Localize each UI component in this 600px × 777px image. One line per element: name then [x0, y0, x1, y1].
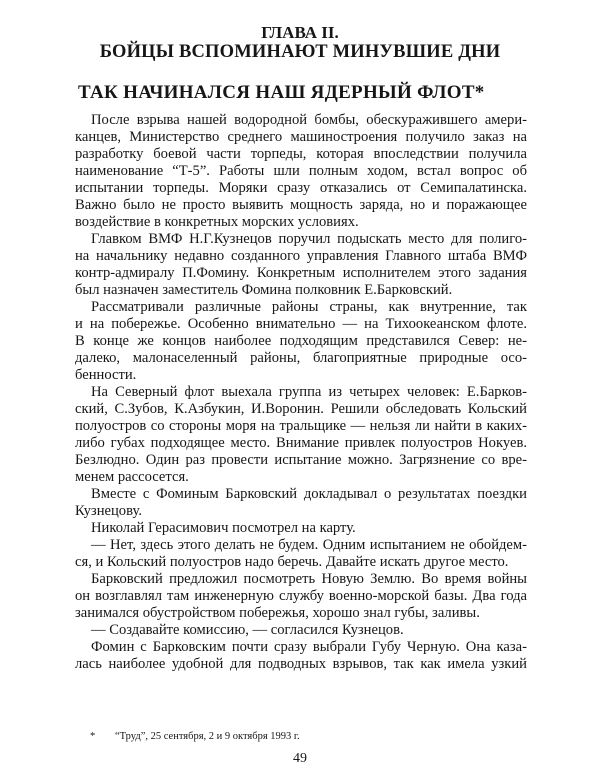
text-line: занимался обустройством побережья, хорошо знал губы, заливы.: [75, 605, 480, 621]
text-line: В конце же концов наиболее подходящим представился Север: не-: [75, 333, 527, 349]
paragraph: [75, 231, 527, 299]
text-line: Фомин с Барковским почти сразу выбрали Губу Черную. Она каза-: [91, 639, 527, 655]
footnote-marker: *: [90, 731, 96, 742]
footnote-text: “Труд”, 25 сентября, 2 и 9 октября 1993 г.: [115, 731, 300, 742]
text-line: После взрыва нашей водородной бомбы, обескуражившего амери-: [91, 112, 527, 128]
text-line: Вместе с Фоминым Барковский докладывал о результатах поездки: [91, 486, 527, 502]
paragraph: [75, 537, 527, 571]
text-line: Кузнецову.: [75, 503, 142, 519]
text-line: был назначен заместитель Фомина полковник Е.Барковский.: [75, 282, 453, 298]
text-line: далеко, малонаселенный районы, благоприятные природные осо-: [75, 350, 527, 366]
text-line: Важно было не просто выявить мощность заряда, но и поражающее: [75, 197, 527, 213]
text-line: он возглавлял там инженерную службу военно-морской базы. Два года: [75, 588, 527, 604]
paragraph: [75, 384, 527, 486]
chapter-title: БОЙЦЫ ВСПОМИНАЮТ МИНУВШИЕ ДНИ: [99, 42, 501, 62]
text-line: лась наиболее удобной для подводных взрывов, так как имела узкий: [75, 656, 527, 672]
paragraph: [75, 571, 527, 622]
text-line: ский, С.Зубов, К.Азбукин, И.Воронин. Решили обследовать Кольский: [75, 401, 527, 417]
text-line: канцев, Министерство среднего машиностроения получило заказ на: [75, 129, 527, 145]
text-line: ся, и Кольский полуостров надо беречь. Давайте искать другое место.: [75, 554, 509, 570]
text-line: испытании торпеды. Моряки сразу отказались от Семипалатинска.: [75, 180, 527, 196]
section-title: ТАК НАЧИНАЛСЯ НАШ ЯДЕРНЫЙ ФЛОТ*: [78, 82, 485, 103]
text-line: На Северный флот выехала группа из четырех человек: Е.Барков-: [91, 384, 527, 400]
footnote: [90, 731, 300, 742]
paragraph: [75, 299, 527, 384]
text-line: и на побережье. Особенно внимательно — на Тихоокеанском флоте.: [75, 316, 527, 332]
text-line: контр-адмиралу П.Фомину. Конкретным исполнителем этого задания: [75, 265, 527, 281]
paragraph: [75, 486, 527, 520]
text-line: Рассматривали различные районы страны, как внутренние, так: [91, 299, 527, 315]
text-line: полуостров со стороны моря на тральщике — нельзя ли найти в каких-: [75, 418, 527, 434]
text-line: менем рассосется.: [75, 469, 189, 485]
text-line: — Создавайте комиссию, — согласился Кузнецов.: [91, 622, 404, 638]
paragraph: [75, 639, 527, 673]
page-number: 49: [293, 751, 307, 766]
text-line: Главком ВМФ Н.Г.Кузнецов поручил подыскать место для полиго-: [91, 231, 527, 247]
text-line: Барковский предложил посмотреть Новую Землю. Во время войны: [91, 571, 527, 587]
text-line: либо губах подходящее место. Внимание привлек полуостров Нокуев.: [75, 435, 527, 451]
text-line: Безлюдно. Один раз провести испытание можно. Загрязнение со вре-: [75, 452, 527, 468]
text-line: бенности.: [75, 367, 137, 383]
text-line: Николай Герасимович посмотрел на карту.: [91, 520, 356, 536]
text-line: наименование “Т-5”. Работы шли полным ходом, встал вопрос об: [75, 163, 527, 179]
paragraph: [75, 520, 527, 537]
text-line: воздействие в конкретных морских условиях.: [75, 214, 359, 230]
text-line: разработку боевой части торпеды, которая впоследствии получила: [75, 146, 527, 162]
text-line: — Нет, здесь этого делать не будем. Одним испытанием не обойдем-: [91, 537, 527, 553]
body-text: [75, 112, 527, 673]
paragraph: [75, 112, 527, 231]
paragraph: [75, 622, 527, 639]
chapter-heading: ГЛАВА II.: [261, 23, 339, 42]
text-line: на начальнику недавно созданного управления Главного штаба ВМФ: [75, 248, 527, 264]
